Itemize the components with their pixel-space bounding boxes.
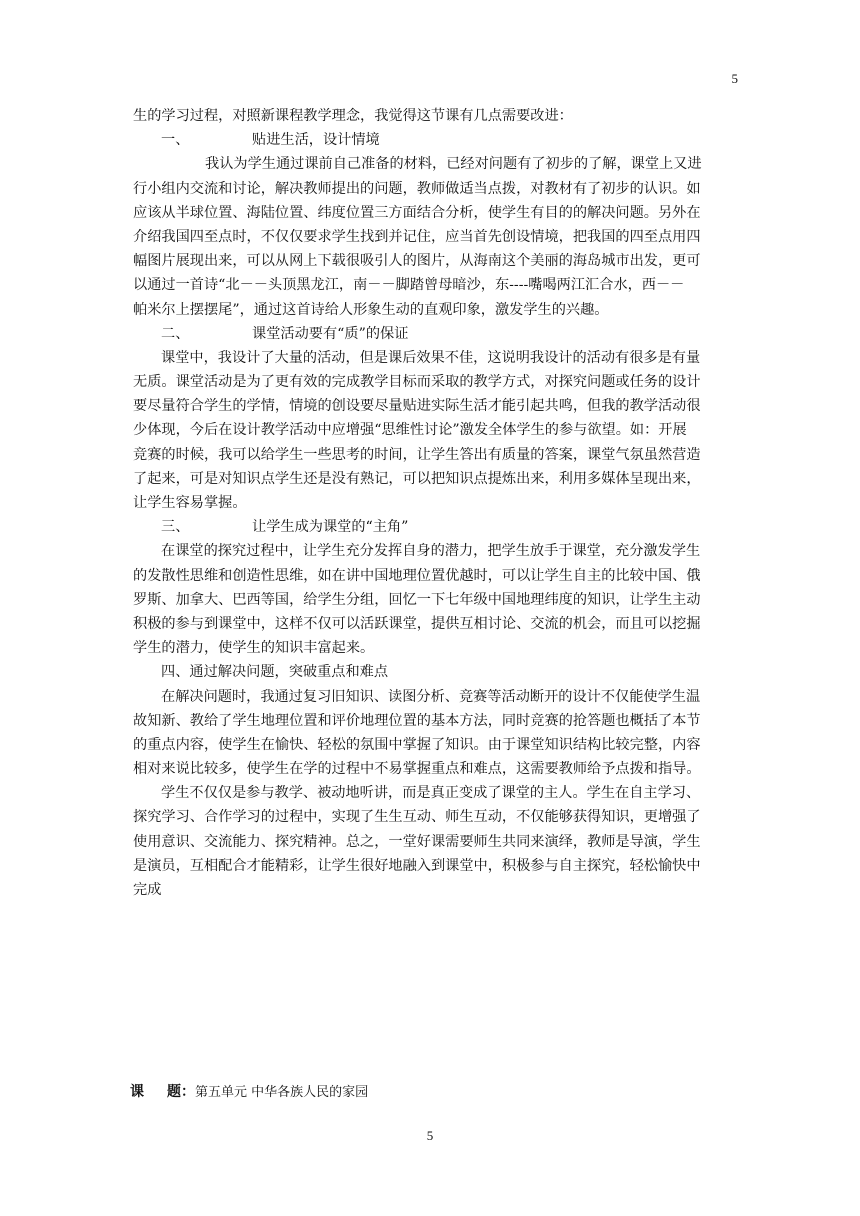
- body-line: 要尽量符合学生的学情，情境的创设要尽量贴进实际生活才能引起共鸣，但我的教学活动很: [133, 398, 701, 415]
- body-line: 的重点内容，使学生在愉快、轻松的氛围中掌握了知识。由于课堂知识结构比较完整，内容: [133, 736, 701, 753]
- body-line: 在解决问题时，我通过复习旧知识、读图分析、竞赛等活动断开的设计不仅能使学生温: [161, 688, 701, 705]
- page-number-bottom: 5: [426, 1128, 434, 1143]
- body-line: 是演员，互相配合才能精彩，让学生很好地融入到课堂中，积极参与自主探究，轻松愉快中: [133, 857, 701, 874]
- body-line: 应该从半球位置、海陆位置、纬度位置三方面结合分析，使学生有目的的解决问题。另外在: [133, 204, 701, 221]
- body-line: 了起来，可是对知识点学生还是没有熟记，可以把知识点提炼出来，利用多媒体呈现出来，: [133, 470, 701, 487]
- body-line: 竞赛的时候，我可以给学生一些思考的时间，让学生答出有质量的答案，课堂气氛虽然营造: [133, 446, 701, 463]
- body-line: 课堂中，我设计了大量的活动，但是课后效果不佳，这说明我设计的活动有很多是有量: [161, 349, 701, 366]
- body-line: 以通过一首诗“北－－头顶黑龙江，南－－脚踏曾母暗沙，东----嘴喝两江汇合水，西－－: [133, 277, 685, 294]
- topic-value: 第五单元 中华各族人民的家园: [195, 1085, 369, 1100]
- body-line: 帕米尔上摆摆尾”，通过这首诗给人形象生动的直观印象，激发学生的兴趣。: [133, 301, 609, 318]
- body-line: 故知新、教给了学生地理位置和评价地理位置的基本方法，同时竞赛的抢答题也概括了本节: [133, 712, 701, 729]
- section-heading-3: [133, 515, 733, 539]
- body-line: 行小组内交流和讨论，解决教师提出的问题，教师做适当点拨，对教材有了初步的认识。如: [133, 180, 701, 197]
- section-heading-1: [133, 128, 733, 152]
- body-line: 介绍我国四至点时，不仅仅要求学生找到并记住，应当首先创设情境，把我国的四至点用四: [133, 228, 701, 245]
- heading-text: 课堂活动要有“质”的保证: [252, 325, 409, 342]
- topic-label: 课 题：: [130, 1084, 195, 1100]
- document-body: [133, 104, 733, 902]
- page-number-top: 5: [731, 71, 738, 86]
- course-topic-line: [130, 1081, 368, 1101]
- body-line: 幅图片展现出来，可以从网上下载很吸引人的图片，从海南这个美丽的海岛城市出发，更可: [133, 253, 701, 270]
- body-line: 使用意识、交流能力、探究精神。总之，一堂好课需要师生共同来演绎，教师是导演，学生: [133, 833, 701, 850]
- body-line: 无质。课堂活动是为了更有效的完成教学目标而采取的教学方式，对探究问题或任务的设计: [133, 374, 701, 391]
- body-line: 相对来说比较多，使学生在学的过程中不易掌握重点和难点，这需要教师给予点拨和指导。: [133, 761, 701, 778]
- body-line: 少体现，今后在设计教学活动中应增强“思维性讨论”激发全体学生的参与欲望。如：开展: [133, 422, 687, 439]
- body-line: 学生的潜力，使学生的知识丰富起来。: [133, 640, 375, 657]
- section-heading-4: 四、通过解决问题，突破重点和难点: [161, 664, 389, 681]
- heading-number: 三、: [161, 519, 190, 536]
- heading-number: 一、: [161, 132, 190, 149]
- heading-text: 贴进生活，设计情境: [252, 132, 380, 149]
- body-line: 学生不仅仅是参与教学、被动地听讲，而是真正变成了课堂的主人。学生在自主学习、: [161, 785, 701, 802]
- body-line: 积极的参与到课堂中，这样不仅可以活跃课堂，提供互相讨论、交流的机会，而且可以挖掘: [133, 615, 701, 632]
- body-line: 我认为学生通过课前自己准备的材料，已经对问题有了初步的了解，课堂上又进: [205, 156, 702, 173]
- heading-text: 让学生成为课堂的“主角”: [252, 519, 409, 536]
- body-line: 探究学习、合作学习的过程中，实现了生生互动、师生互动，不仅能够获得知识，更增强了: [133, 809, 701, 826]
- body-line: 罗斯、加拿大、巴西等国，给学生分组，回忆一下七年级中国地理纬度的知识，让学生主动: [133, 591, 701, 608]
- heading-number: 二、: [161, 325, 190, 342]
- body-line: 完成: [133, 882, 162, 898]
- body-line: 让学生容易掌握。: [133, 495, 247, 511]
- section-heading-2: [133, 322, 733, 346]
- body-line: 生的学习过程，对照新课程教学理念，我觉得这节课有几点需要改进：: [133, 108, 573, 124]
- body-line: 的发散性思维和创造性思维，如在讲中国地理位置优越时，可以让学生自主的比较中国、俄: [133, 567, 701, 584]
- body-line: 在课堂的探究过程中，让学生充分发挥自身的潜力，把学生放手于课堂，充分激发学生: [161, 543, 701, 560]
